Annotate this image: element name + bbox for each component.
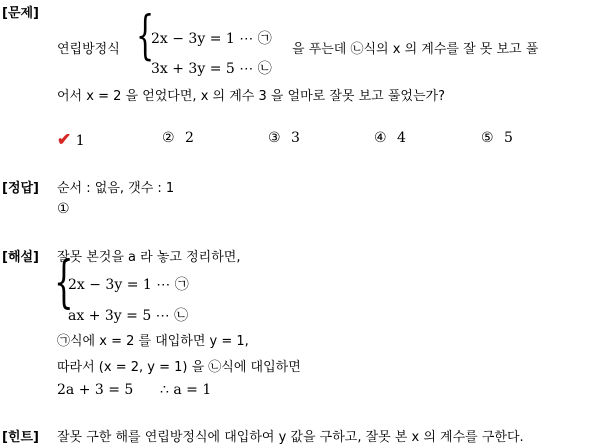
choice-5[interactable] [481, 130, 513, 146]
explanation-line-5a: 2a + 3 = 5 [57, 382, 134, 398]
system-brace: { [136, 6, 155, 66]
explanation-tag: [해설] [2, 250, 39, 265]
problem-text-2: 어서 x = 2 을 얻었다면, x 의 계수 3 을 얼마로 잘못 보고 풀었는가? [57, 89, 445, 104]
choice-3-number: ③ [268, 130, 281, 146]
choice-5-value: 5 [504, 130, 513, 146]
explanation-eq1: 2x − 3y = 1 ⋯ ㉠ [68, 277, 189, 293]
system-label: 연립방정식 [57, 42, 120, 57]
choice-1[interactable] [57, 130, 85, 150]
check-mark-icon: ✔ [57, 130, 72, 150]
answer-line-2: ① [57, 201, 70, 217]
choice-2-value: 2 [185, 130, 194, 146]
explanation-line-4: 따라서 (x = 2, y = 1) 을 ㉡식에 대입하면 [57, 360, 301, 375]
hint-text: 잘못 구한 해를 연립방정식에 대입하여 y 값을 구하고, 잘못 본 x 의 계수를 구한다. [57, 430, 524, 445]
problem-eq2: 3x + 3y = 5 ⋯ ㉡ [151, 61, 272, 77]
explanation-line-1: 잘못 본것을 a 라 놓고 정리하면, [57, 250, 241, 265]
choice-5-number: ⑤ [481, 130, 494, 146]
choice-4[interactable] [374, 130, 406, 146]
problem-text-1: 을 푸는데 ㉡식의 x 의 계수를 잘 못 보고 풀 [292, 42, 539, 57]
explanation-eq2: ax + 3y = 5 ⋯ ㉡ [68, 308, 189, 324]
answer-line-1: 순서 : 없음, 갯수 : 1 [57, 181, 175, 196]
problem-eq1: 2x − 3y = 1 ⋯ ㉠ [151, 31, 272, 47]
hint-tag: [힌트] [2, 430, 39, 445]
choice-2-number: ② [162, 130, 175, 146]
problem-tag: [문제] [2, 6, 39, 21]
choice-3-value: 3 [291, 130, 300, 146]
choice-3[interactable] [268, 130, 300, 146]
choice-4-number: ④ [374, 130, 387, 146]
explanation-line-3: ㉠식에 x = 2 를 대입하면 y = 1, [57, 334, 249, 349]
explanation-line-5b: ∴ a = 1 [160, 382, 212, 398]
choice-2[interactable] [162, 130, 194, 146]
choice-1-value: 1 [75, 133, 85, 149]
explanation-brace: { [54, 250, 74, 315]
choice-4-value: 4 [397, 130, 406, 146]
answer-tag: [정답] [2, 181, 39, 196]
